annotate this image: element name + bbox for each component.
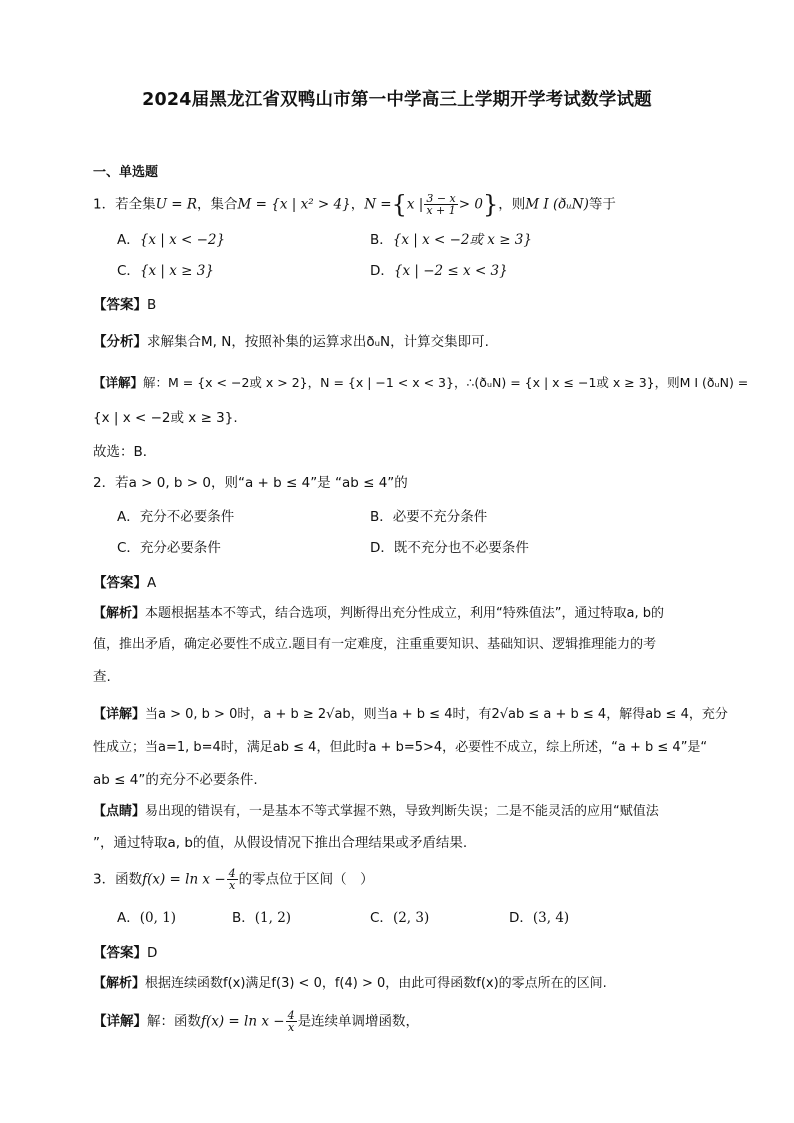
right-brace: } (482, 190, 499, 219)
analysis-tag: 【分析】 (93, 334, 147, 350)
q1-set-n-var: x | (406, 196, 424, 213)
q2-option-a: A．充分不必要条件 (117, 509, 235, 525)
fraction-numerator: 4 (228, 867, 236, 880)
detail-text: 当a > 0, b > 0时，a + b ≥ 2√ab，则当a + b ≤ 4时，有2√ab ≤ a + b ≤ 4，解得ab ≤ 4，充分 (145, 707, 728, 722)
q3-fraction (227, 868, 238, 891)
q1-comma: ， (350, 196, 365, 213)
q1-set-n-cond: > 0 (458, 196, 483, 213)
section-heading: 一、单选题 (93, 165, 159, 180)
answer-value: D (147, 945, 158, 961)
q1-detail-line-1 (93, 373, 748, 393)
q2-analysis-line-3: 查. (93, 669, 111, 685)
q1-set-n-lhs: N = (364, 196, 392, 213)
question-1-stem (93, 190, 616, 219)
q1-conclusion: 故选：B． (93, 444, 157, 460)
answer-tag: 【答案】 (93, 575, 147, 591)
question-3-stem (93, 868, 374, 891)
question-2-stem: 2．若a > 0, b > 0，则“a + b ≤ 4”是 “ab ≤ 4”的 (93, 475, 408, 491)
q1-option-d: D．{x | −2 ≤ x < 3} (370, 263, 508, 279)
q1-set-m: M = {x | x² > 4} (237, 196, 351, 213)
q1-fraction (424, 193, 457, 216)
q3-stem-text: 的零点位于区间（ ） (238, 871, 374, 888)
fraction-denominator: x (287, 1021, 295, 1034)
detail-text: 解：函数 (147, 1013, 201, 1030)
q2-option-b: B．必要不充分条件 (370, 509, 488, 525)
q2-comment-line-1 (93, 802, 659, 822)
q2-option-c: C．充分必要条件 (117, 540, 221, 556)
q3-detail-fraction (286, 1010, 297, 1033)
q1-stem-text: 1．若全集 (93, 196, 156, 213)
q2-option-d: D．既不充分也不必要条件 (370, 540, 529, 556)
q1-analysis (93, 332, 489, 352)
fraction-numerator: 3 − x (426, 192, 456, 205)
q3-answer (93, 943, 157, 963)
answer-value: B (147, 297, 157, 313)
q1-detail-line-2: {x | x < −2或 x ≥ 3}. (93, 410, 238, 426)
fraction-denominator: x (229, 879, 236, 892)
q1-stem-text: 等于 (588, 196, 616, 213)
q1-answer (93, 295, 156, 315)
analysis-tag: 【解析】 (93, 976, 146, 991)
analysis-text: 本题根据基本不等式，结合选项，判断得出充分性成立，利用“特殊值法”，通过特取a, b的 (145, 606, 664, 621)
q2-detail-line-3: ab ≤ 4”的充分不必要条件. (93, 772, 258, 788)
left-brace: { (391, 190, 407, 219)
q3-option-d: D．(3, 4) (509, 910, 570, 926)
comment-text: 易出现的错误有，一是基本不等式掌握不熟，导致判断失误；二是不能灵活的应用“赋值法 (145, 804, 659, 819)
q2-comment-line-2: ”，通过特取a, b的值，从假设情况下推出合理结果或矛盾结果. (93, 835, 468, 851)
detail-text: 是连续单调增函数， (297, 1013, 420, 1030)
fraction-denominator: x + 1 (426, 204, 456, 217)
detail-tag: 【详解】 (93, 1013, 147, 1030)
answer-value: A (147, 575, 157, 591)
q3-option-c: C．(2, 3) (370, 910, 430, 926)
q2-analysis-line-2: 值，推出矛盾，确定必要性不成立.题目有一定难度，注重重要知识、基础知识、逻辑推理能力的考 (93, 637, 657, 652)
q1-option-b: B．{x | x < −2或 x ≥ 3} (370, 232, 532, 248)
q2-analysis-line-1 (93, 604, 664, 624)
detail-tag: 【详解】 (93, 375, 144, 390)
q3-analysis (93, 974, 607, 994)
q3-option-b: B．(1, 2) (232, 910, 292, 926)
q2-detail-line-2: 性成立；当a=1, b=4时，满足ab ≤ 4，但此时a + b=5>4，必要性不成立，综上所述，“a + b ≤ 4”是“ (93, 740, 708, 755)
page-title: 2024届黑龙江省双鸭山市第一中学高三上学期开学考试数学试题 (142, 90, 652, 110)
q3-option-a: A．(0, 1) (117, 910, 177, 926)
answer-tag: 【答案】 (93, 945, 147, 961)
q1-universal-set: U = R (155, 196, 198, 213)
analysis-tag: 【解析】 (93, 606, 146, 621)
comment-tag: 【点睛】 (93, 804, 146, 819)
q1-expression: M I (ðᵤN) (525, 196, 589, 213)
q1-stem-text: ，集合 (197, 196, 238, 213)
q3-stem-text: 3．函数 (93, 871, 143, 888)
detail-tag: 【详解】 (93, 707, 146, 722)
q1-option-c: C．{x | x ≥ 3} (117, 263, 214, 279)
analysis-text: 求解集合M, N，按照补集的运算求出ðᵤN，计算交集即可. (147, 334, 489, 350)
q3-detail-function: f(x) = ln x − (201, 1013, 285, 1030)
fraction-numerator: 4 (287, 1009, 295, 1022)
q1-option-a: A．{x | x < −2} (117, 232, 226, 248)
q2-answer (93, 573, 156, 593)
analysis-text: 根据连续函数f(x)满足f(3) < 0，f(4) > 0，由此可得函数f(x)的零点所在的区间. (145, 976, 607, 991)
q3-function: f(x) = ln x − (142, 871, 226, 888)
q1-stem-text: ，则 (498, 196, 526, 213)
q2-detail-line-1 (93, 705, 728, 725)
detail-text: 解：M = {x < −2或 x > 2}，N = {x | −1 < x < 3}，∴(ðᵤN) = {x | x ≤ −1或 x ≥ 3}，则M I (ðᵤN) = (143, 375, 749, 390)
answer-tag: 【答案】 (93, 297, 147, 313)
q3-detail (93, 1010, 419, 1033)
